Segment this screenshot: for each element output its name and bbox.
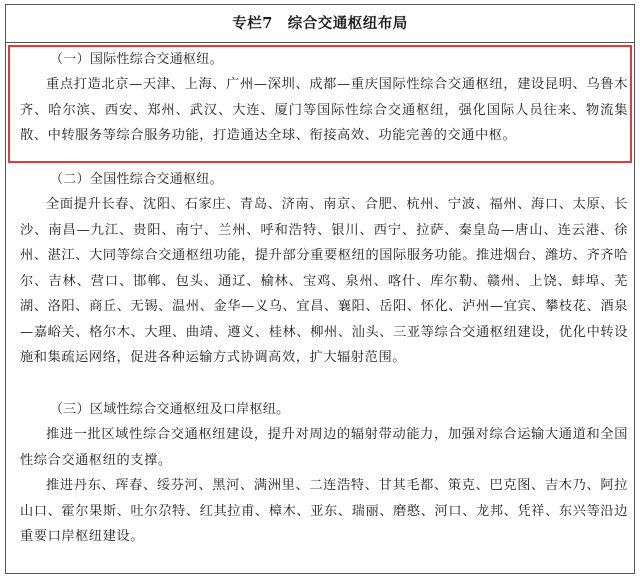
section-heading: （三）区域性综合交通枢纽及口岸枢纽。 (50, 402, 290, 417)
section-paragraph: 全面提升长春、沈阳、石家庄、青岛、济南、南京、合肥、杭州、宁波、福州、海口、太原、长沙、南昌—九江、贵阳、南宁、兰州、呼和浩特、银川、西宁、拉萨、秦皇岛—唐山、连云港、徐州、湛江、大同等综合交通枢纽功能，提升部分重要枢纽的国际服务功能。推进烟台、潍坊、齐齐哈尔、吉林、营口、邯郸、包头、通辽、榆林、宝鸡、泉州、喀什、库尔勒、赣州、上饶、蚌埠、芜湖、洛阳、商丘、无锡、温州、金华—义乌、宜昌、襄阳、岳阳、怀化、泸州—宜宾、攀枝花、酒泉—嘉峪关、格尔木、大理、曲靖、遵义、桂林、柳州、汕头、三亚等综合交通枢纽建设，优化中转设施和集疏运网络，促进各种运输方式协调高效，扩大辐射范围。 (20, 197, 628, 365)
section-heading: （一）国际性综合交通枢纽。 (50, 52, 223, 67)
section-paragraph: 推进丹东、珲春、绥芬河、黑河、满洲里、二连浩特、甘其毛都、策克、巴克图、吉木乃、阿拉山口、霍尔果斯、吐尔尕特、红其拉甫、樟木、亚东、瑞丽、磨憨、河口、龙邦、凭祥、东兴等沿边重要口岸枢纽建设。 (20, 478, 628, 544)
section-national (20, 168, 628, 371)
column-title: 专栏7 综合交通枢纽布局 (6, 5, 634, 43)
section-regional-port (20, 398, 628, 550)
section-paragraph: 推进一批区域性综合交通枢纽建设，提升对周边的辐射带动能力，加强对综合运输大通道和全国性综合交通枢纽的支撑。 (20, 427, 628, 468)
section-international (20, 48, 628, 149)
section-heading: （二）全国性综合交通枢纽。 (50, 172, 223, 187)
section-paragraph: 重点打造北京—天津、上海、广州—深圳、成都—重庆国际性综合交通枢纽，建设昆明、乌鲁木齐、哈尔滨、西安、郑州、武汉、大连、厦门等国际性综合交通枢纽，强化国际人员往来、物流集散、中转服务等综合服务功能，打造通达全球、衔接高效、功能完善的交通中枢。 (20, 77, 628, 143)
